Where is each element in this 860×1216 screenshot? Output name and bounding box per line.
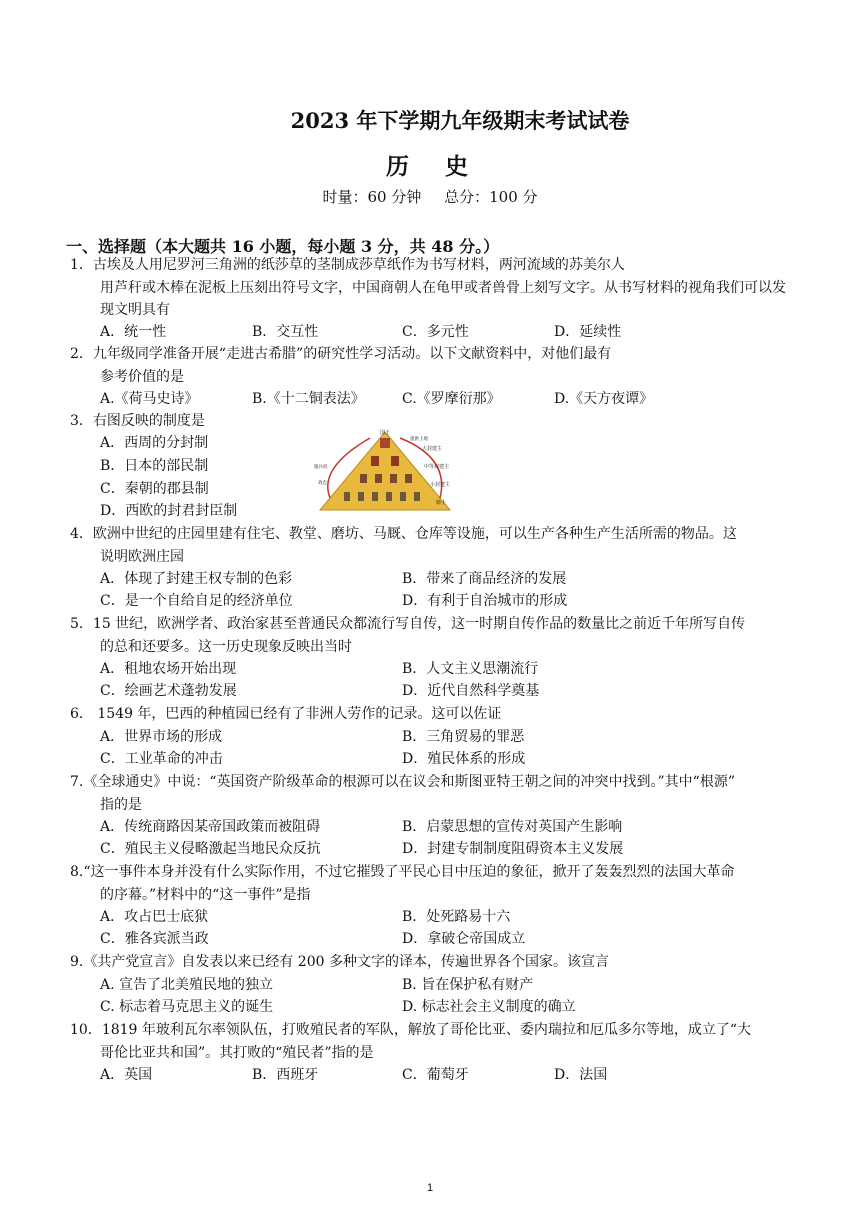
figure-label-king: 国王 [379,430,391,436]
knight-figure [358,492,364,501]
question-8-options-row1 [100,906,800,928]
feudal-pyramid-figure [310,428,460,512]
question-stem: 10．1819 年玻利瓦尔率领队伍，打败殖民者的军队，解放了哥伦比亚、委内瑞拉和厄瓜多尔等地，成立了“大 [70,1022,752,1038]
option-c: C.《罗摩衍那》 [402,391,501,407]
exam-title: 2023 年下学期九年级期末考试试卷 [290,108,630,133]
question-stem-continued: 指的是 [100,796,142,813]
option-d: D．近代自然科学奠基 [402,683,540,699]
exam-time: 时量：60 分钟 [322,188,422,206]
option-d: D．法国 [554,1067,608,1083]
question-stem: 3．右图反映的制度是 [70,413,205,429]
option-c: C．殖民主义侵略激起当地民众反抗 [100,841,321,857]
option-d: D．封建专制制度阻碍资本主义发展 [402,841,624,857]
lord-figure [391,456,399,466]
option-c: C．是一个自给自足的经济单位 [100,593,293,609]
question-stem-continued: 的总和还要多。这一历史现象反映出当时 [100,638,352,655]
question-stem: 5．15 世纪，欧洲学者、政治家甚至普通民众都流行写自传，这一时期自传作品的数量比之前近千年所写自传 [70,616,746,632]
vassal-figure [375,474,382,483]
vassal-figure [405,474,412,483]
knight-figure [400,492,406,501]
question-stem-continued: 用芦秆或木棒在泥板上压刻出符号文字，中国商朝人在龟甲或者兽骨上刻写文字。从书写材料的视角我们可以发现文明具有 [100,279,786,318]
question-7-options-row1 [100,816,800,838]
question-stem-continued: 说明欧洲庄园 [100,548,184,565]
page-number: 1 [426,1182,434,1194]
question-stem: 1．古埃及人用尼罗河三角洲的纸莎草的茎制成莎草纸作为书写材料，两河流域的苏美尔人 [70,257,625,273]
question-3-option-c: C．秦朝的郡县制 [100,481,209,497]
question-stem: 6． 1549 年，巴西的种植园已经有了非洲人劳作的记录。这可以佐证 [70,706,502,722]
option-a: A．攻占巴士底狱 [100,909,209,925]
question-4-options-row1 [100,568,800,590]
option-d: D．延续性 [554,324,622,340]
question-stem: 7.《全球通史》中说：“英国资产阶级革命的根源可以在议会和斯图亚特王朝之间的冲突中找到。”其中“根源” [70,774,735,790]
question-stem: 4．欧洲中世纪的庄园里建有住宅、教堂、磨坊、马厩、仓库等设施，可以生产各种生产生活所需的物品。这 [70,526,737,542]
option-c: C. 标志着马克思主义的诞生 [100,999,274,1015]
question-6-options-row1 [100,726,800,748]
option-c: C．雅各宾派当政 [100,931,209,947]
king-figure [380,438,390,448]
question-stem-continued: 的序幕。”材料中的“这一事件”是指 [100,886,311,903]
knight-figure [414,492,420,501]
lord-figure [371,456,379,466]
knight-figure [372,492,378,501]
option-a: A. 宣告了北美殖民地的独立 [100,977,274,993]
question-4 [70,523,795,568]
option-d: D．有利于自治城市的形成 [402,593,568,609]
question-3-option-a: A．西周的分封制 [100,435,209,451]
option-b: B．启蒙思想的宣传对英国产生影响 [402,819,623,835]
option-a: A．传统商路因某帝国政策而被阻碍 [100,819,321,835]
question-stem-continued: 哥伦比亚共和国”。其打败的“殖民者”指的是 [100,1044,374,1061]
option-a: A．租地农场开始出现 [100,661,237,677]
option-c: C．多元性 [402,324,469,340]
figure-label-service: 服兵役 [314,465,328,470]
option-b: B．人文主义思潮流行 [402,661,539,677]
figure-label-loyalty: 效忠 [318,481,327,486]
question-5-options-row2 [100,680,800,702]
question-3-option-d: D．西欧的封君封臣制 [100,503,238,519]
question-6-options-row2 [100,748,800,770]
option-d: D．殖民体系的形成 [402,751,526,767]
option-b: B．西班牙 [252,1067,319,1083]
question-9-options-row2 [100,996,800,1018]
question-8 [70,861,795,906]
option-c: C．工业革命的冲击 [100,751,223,767]
option-b: B．带来了商品经济的发展 [402,571,567,587]
question-6 [70,703,795,726]
option-d: D. 标志社会主义制度的确立 [402,999,576,1015]
figure-label-great-lord: 大封建主 [422,446,443,452]
question-4-options-row2 [100,590,800,612]
option-a: A．英国 [100,1067,153,1083]
option-b: B．处死路易十六 [402,909,511,925]
question-10-options [100,1064,800,1086]
option-b: B. 旨在保护私有财产 [402,977,534,993]
figure-label-knight: 骑士 [436,500,447,506]
option-a: A．体现了封建王权专制的色彩 [100,571,293,587]
exam-score: 总分：100 分 [444,188,538,206]
option-b: B．交互性 [252,324,319,340]
question-stem: 9.《共产党宣言》自发表以来已经有 200 多种文字的译本，传遍世界各个国家。该宣言 [70,954,609,970]
option-b: B．三角贸易的罪恶 [402,729,525,745]
option-d: D．拿破仑帝国成立 [402,931,526,947]
question-stem-continued: 参考价值的是 [100,368,184,385]
section-heading: 一、选择题（本大题共 16 小题，每小题 3 分，共 48 分。） [66,237,500,256]
question-8-options-row2 [100,928,800,950]
exam-subject: 历史 [386,153,504,180]
option-a: A．世界市场的形成 [100,729,223,745]
option-a: A.《荷马史诗》 [100,391,199,407]
question-5 [70,613,795,658]
question-7-options-row2 [100,838,800,860]
question-9 [70,951,795,974]
figure-label-small-lord: 小封建主 [430,482,451,488]
option-d: D.《天方夜谭》 [554,391,654,407]
knight-figure [344,492,350,501]
vassal-figure [390,474,397,483]
question-7 [70,771,795,816]
question-3-option-b: B．日本的部民制 [100,458,209,474]
figure-label-land: 提供土地 [410,437,428,442]
question-5-options-row1 [100,658,800,680]
question-1-options [100,321,800,343]
exam-meta [0,186,860,207]
knight-figure [386,492,392,501]
option-b: B.《十二铜表法》 [252,391,365,407]
question-2-options [100,388,800,410]
vassal-figure [360,474,367,483]
question-2 [70,343,795,388]
question-stem: 8.“这一事件本身并没有什么实际作用，不过它摧毁了平民心目中压迫的象征，掀开了轰轰烈烈的法国大革命 [70,864,735,880]
option-c: C．葡萄牙 [402,1067,469,1083]
question-stem: 2．九年级同学准备开展“走进古希腊”的研究性学习活动。以下文献资料中，对他们最有 [70,346,612,362]
figure-label-middle-lord: 中等封建主 [424,464,450,470]
question-9-options-row1 [100,974,800,996]
option-c: C．绘画艺术蓬勃发展 [100,683,237,699]
question-1 [70,254,795,322]
option-a: A．统一性 [100,324,167,340]
question-10 [70,1019,795,1064]
